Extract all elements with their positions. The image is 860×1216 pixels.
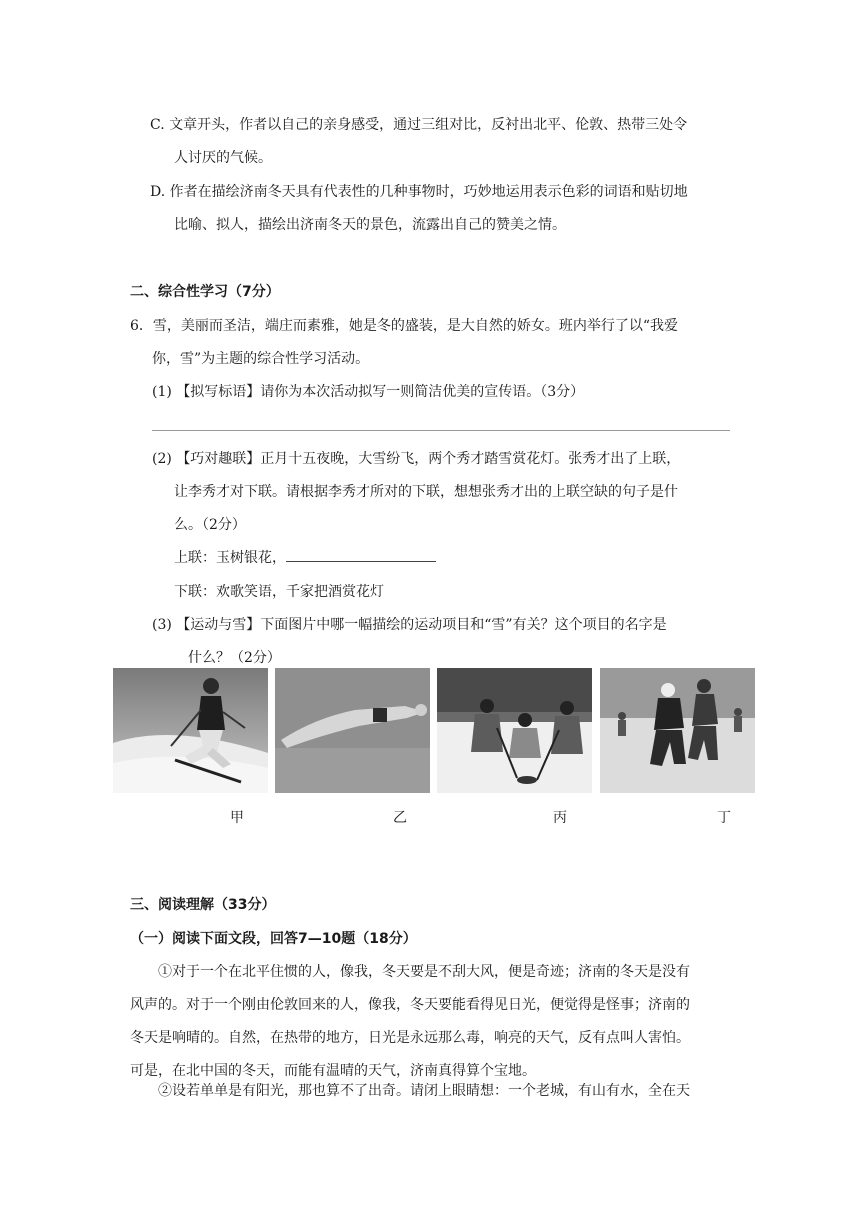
subquestion3-line2: 什么？（2分） bbox=[188, 650, 281, 666]
question6-line1: 6．雪，美丽而圣洁，端庄而素雅，她是冬的盛装，是大自然的娇女。班内举行了以“我爱 bbox=[130, 318, 679, 334]
option-c-line2: 人讨厌的气候。 bbox=[174, 150, 272, 166]
paragraph1-line3: 冬天是响晴的。自然，在热带的地方，日光是永远那么毒，响亮的天气，反有点叫人害怕。 bbox=[130, 1030, 690, 1046]
option-c-line1: C. 文章开头，作者以自己的亲身感受，通过三组对比，反衬出北平、伦敦、热带三处令 bbox=[150, 117, 688, 133]
photo-curling bbox=[437, 668, 592, 793]
option-d-line1: D. 作者在描绘济南冬天具有代表性的几种事物时，巧妙地运用表示色彩的词语和贴切地 bbox=[150, 184, 688, 200]
subquestion2-line2: 让李秀才对下联。请根据李秀才所对的下联，想想张秀才出的上联空缺的句子是什 bbox=[174, 484, 678, 500]
caption-jia: 甲 bbox=[230, 810, 244, 826]
section3-subtitle: （一）阅读下面文段，回答7—10题（18分） bbox=[130, 931, 417, 947]
subquestion2-line3: 么。（2分） bbox=[174, 517, 246, 533]
caption-bing: 丙 bbox=[553, 810, 567, 826]
paragraph1-line4: 可是，在北中国的冬天，而能有温晴的天气，济南真得算个宝地。 bbox=[130, 1063, 536, 1079]
subquestion2-line1: (2) 【巧对趣联】正月十五夜晚，大雪纷飞，两个秀才踏雪赏花灯。张秀才出了上联， bbox=[152, 451, 681, 467]
question6-line2: 你，雪”为主题的综合性学习活动。 bbox=[152, 351, 370, 367]
paragraph1-line1: ①对于一个在北平住惯的人，像我，冬天要是不刮大风，便是奇迹；济南的冬天是没有 bbox=[158, 964, 690, 980]
photo-skiing bbox=[113, 668, 268, 793]
couplet-upper-text: 上联：玉树银花， bbox=[174, 550, 286, 566]
answer-line bbox=[152, 430, 730, 431]
subquestion1: (1) 【拟写标语】请你为本次活动拟写一则简洁优美的宣传语。（3分） bbox=[152, 384, 585, 400]
photo-skating bbox=[600, 668, 755, 793]
caption-yi: 乙 bbox=[393, 810, 407, 826]
option-d-line2: 比喻、拟人，描绘出济南冬天的景色，流露出自己的赞美之情。 bbox=[174, 217, 566, 233]
photo-diving bbox=[275, 668, 430, 793]
couplet-blank bbox=[286, 549, 436, 562]
caption-ding: 丁 bbox=[717, 810, 731, 826]
section2-title: 二、综合性学习（7分） bbox=[130, 284, 280, 300]
paragraph2-line1: ②设若单单是有阳光，那也算不了出奇。请闭上眼睛想：一个老城，有山有水，全在天 bbox=[158, 1083, 690, 1099]
couplet-upper bbox=[174, 548, 436, 568]
section3-title: 三、阅读理解（33分） bbox=[130, 897, 276, 913]
couplet-lower: 下联：欢歌笑语，千家把酒赏花灯 bbox=[174, 584, 384, 600]
paragraph1-line2: 风声的。对于一个刚由伦敦回来的人，像我，冬天要能看得见日光，便觉得是怪事；济南的 bbox=[130, 997, 690, 1013]
subquestion3-line1: (3) 【运动与雪】下面图片中哪一幅描绘的运动项目和“雪”有关？这个项目的名字是 bbox=[152, 617, 667, 633]
